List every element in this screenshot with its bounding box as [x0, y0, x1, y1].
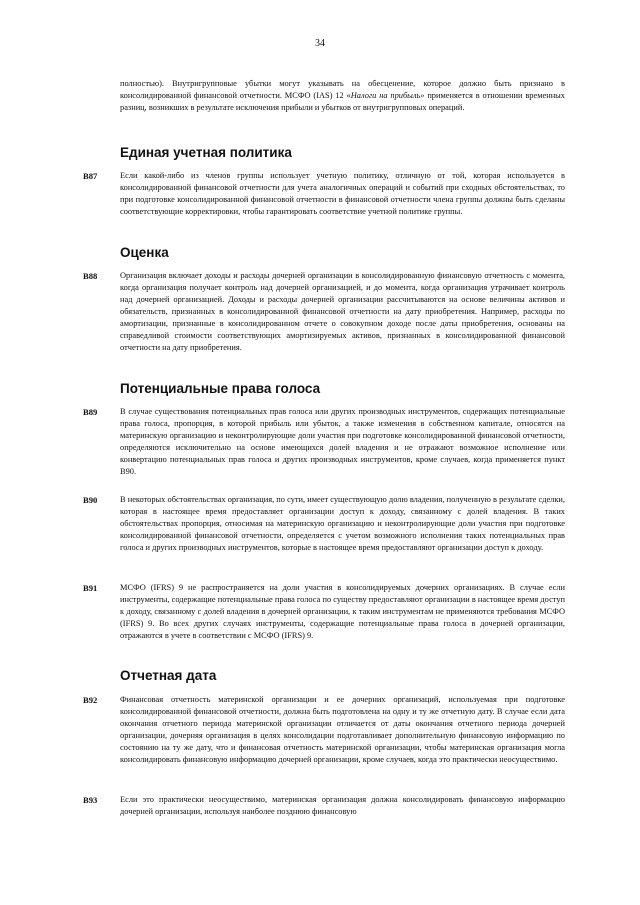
- section-heading-measurement: Оценка: [120, 245, 169, 260]
- paragraph-number: B92: [83, 695, 98, 705]
- paragraph-number: B89: [83, 407, 98, 417]
- section-heading-uniform-policy: Единая учетная политика: [120, 145, 292, 160]
- paragraph-number: B90: [83, 495, 98, 505]
- paragraph-text: МСФО (IFRS) 9 не распространяется на доли участия в консолидируемых дочерних организациях. В случае если инструменты, содержащие потенциальные права голоса по существу предоставляют организации в настоящее время доступ к доходу, связанному с долей владения в дочерней организации, к таким инструментам не применяются требования МСФО (IFRS) 9. Во всех других случаях инструменты, содержащие потенциальные права голоса в дочерней организации, отражаются в учете в соответствии с МСФО (IFRS) 9.: [120, 583, 565, 640]
- section-heading-potential-voting-rights: Потенциальные права голоса: [120, 381, 321, 396]
- paragraph-text: Если это практически неосуществимо, материнская организация должна консолидировать финансовую информацию дочерней организации, используя наиболее позднюю финансовую: [120, 795, 565, 816]
- paragraph-number: B88: [83, 271, 98, 281]
- paragraph-text: Финансовая отчетность материнской организации и ее дочерних организаций, используемая при подготовке консолидированной финансовой отчетности, должна быть подготовлена на одну и ту же отчетную дату. В случае если дата окончания отчетного периода материнской организации отличается от даты окончания отчетного периода дочерней организации, дочерняя организация в целях консолидации подготавливает дополнительную финансовую информацию по состоянию на ту же дату, что и финансовая отчетность материнской организации, чтобы материнская организация могла консолидировать финансовую информацию дочерней организации, кроме случаев, когда это практически неосуществимо.: [120, 695, 565, 764]
- paragraph-number: B91: [83, 583, 98, 593]
- section-heading-reporting-date: Отчетная дата: [120, 668, 217, 683]
- intro-italic-title: Налоги на прибыль»: [350, 91, 425, 100]
- paragraph-text: В некоторых обстоятельствах организация, по сути, имеет существующую долю владения, полученную в результате сделки, которая в настоящее время предоставляет организации доступ к доходу, связанному с долей владения. В таких обстоятельствах пропорция, относимая на материнскую организацию и неконтролирующие доли участия при подготовке консолидированной финансовой отчетности, определяется с учетом возможного исполнения таких потенциальных прав голоса и других производных инструментов, которые в настоящее время предоставляют организации доступ к доходу.: [120, 495, 565, 552]
- paragraph-number: B87: [83, 171, 98, 181]
- paragraph-text: Организация включает доходы и расходы дочерней организации в консолидированную финансовую отчетность с момента, когда организация получает контроль над дочерней организацией, и до момента, когда организация утрачивает контроль над дочерней организацией. Доходы и расходы дочерней организации рассчитываются на основе величины активов и обязательств, признанных в консолидированной финансовой отчетности на дату приобретения. Например, расходы по амортизации, признанные в консолидированном отчете о совокупном доходе после даты приобретения, основаны на справедливой стоимости соответствующих амортизируемых активов, признанных в консолидированной финансовой отчетности на дату приобретения.: [120, 271, 565, 352]
- intro-text-end: применяется в отношении временных разниц, возникших в результате исключения прибыли и убытков от внутригрупповых операций.: [120, 91, 565, 112]
- intro-paragraph: [120, 78, 565, 114]
- paragraph-number: B93: [83, 795, 98, 805]
- page-number: 34: [315, 38, 325, 49]
- paragraph-text: Если какой-либо из членов группы использует учетную политику, отличную от той, которая используется в консолидированной финансовой отчетности для учета аналогичных операций и событий при сходных обстоятельствах, то при подготовке консолидированной финансовой отчетности в финансовой отчетности члена группы должны быть сделаны соответствующие корректировки, чтобы гарантировать соответствие учетной политике группы.: [120, 171, 565, 216]
- intro-text-start: полностью). Внутригрупповые убытки могут указывать на обесценение, которое должно быть признано в консолидированной финансовой отчетности. МСФО (IAS) 12 «: [120, 79, 565, 100]
- paragraph-text: В случае существования потенциальных прав голоса или других производных инструментов, содержащих потенциальные права голоса, пропорция, в которой прибыль или убыток, а также изменения в собственном капитале, относятся на материнскую организацию и неконтролирующие доли участия при подготовке консолидированной финансовой отчетности, определяются исключительно на основе имеющихся долей владения и не отражают возможное исполнение или конвертацию потенциальных прав голоса и других производных инструментов, кроме случаев, когда применяется пункт B90.: [120, 407, 565, 476]
